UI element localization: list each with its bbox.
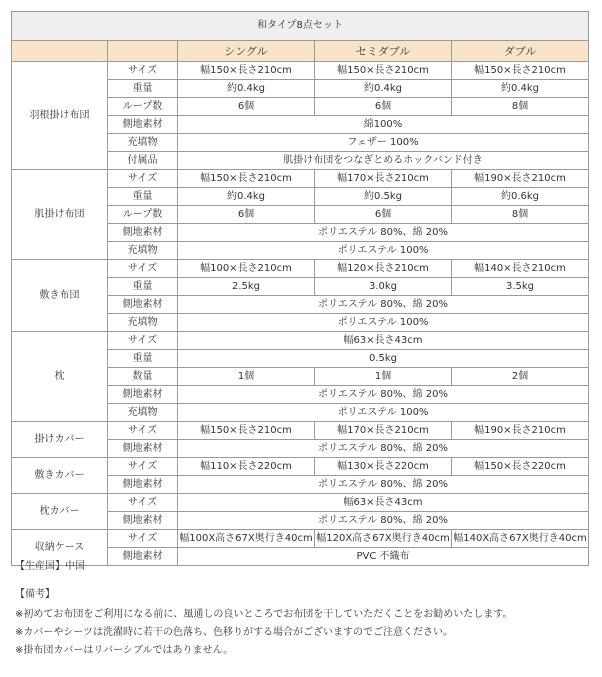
value-cell: 2.5kg	[178, 278, 315, 296]
attribute-cell: 側地素材	[108, 296, 178, 314]
attribute-cell: 側地素材	[108, 512, 178, 530]
value-cell: 約0.4kg	[178, 80, 315, 98]
attribute-cell: 側地素材	[108, 224, 178, 242]
table-row	[12, 458, 589, 476]
value-cell: 1個	[178, 368, 315, 386]
value-cell: 幅190×長さ210cm	[452, 422, 589, 440]
attribute-cell: サイズ	[108, 332, 178, 350]
header-corner-attr	[108, 41, 178, 62]
value-cell: 1個	[315, 368, 452, 386]
attribute-cell: 重量	[108, 278, 178, 296]
value-cell: 3.0kg	[315, 278, 452, 296]
value-cell-merged: ポリエステル 80%、綿 20%	[178, 224, 589, 242]
attribute-cell: サイズ	[108, 530, 178, 548]
origin-text: 【生産国】中国	[15, 561, 85, 572]
value-cell: 約0.4kg	[315, 80, 452, 98]
value-cell: 6個	[315, 206, 452, 224]
value-cell-merged: ポリエステル 100%	[178, 242, 589, 260]
table-row	[12, 332, 589, 350]
value-cell-merged: 幅63×長さ43cm	[178, 494, 589, 512]
value-cell: 幅190×長さ210cm	[452, 170, 589, 188]
header-double: ダブル	[452, 41, 589, 62]
attribute-cell: 重量	[108, 350, 178, 368]
table-row	[12, 530, 589, 548]
value-cell: 幅170×長さ210cm	[315, 422, 452, 440]
value-cell: 6個	[178, 98, 315, 116]
attribute-cell: 付属品	[108, 152, 178, 170]
value-cell: 幅100X高さ67X奥行き40cm	[178, 530, 315, 548]
value-cell: 幅150×長さ210cm	[178, 170, 315, 188]
value-cell: 幅120×長さ210cm	[315, 260, 452, 278]
table-row	[12, 422, 589, 440]
category-cell: 羽根掛け布団	[12, 62, 108, 170]
attribute-cell: サイズ	[108, 494, 178, 512]
category-cell: 枕	[12, 332, 108, 422]
header-single: シングル	[178, 41, 315, 62]
attribute-cell: 充填物	[108, 134, 178, 152]
value-cell: 幅100×長さ210cm	[178, 260, 315, 278]
value-cell-merged: ポリエステル 80%、綿 20%	[178, 386, 589, 404]
value-cell: 幅110×長さ220cm	[178, 458, 315, 476]
table-row	[12, 62, 589, 80]
attribute-cell: 重量	[108, 80, 178, 98]
attribute-cell: サイズ	[108, 62, 178, 80]
value-cell-merged: 0.5kg	[178, 350, 589, 368]
category-cell: 掛けカバー	[12, 422, 108, 458]
table-row	[12, 260, 589, 278]
attribute-cell: 側地素材	[108, 476, 178, 494]
value-cell-merged: ポリエステル 80%、綿 20%	[178, 476, 589, 494]
attribute-cell: 側地素材	[108, 548, 178, 566]
value-cell-merged: 幅63×長さ43cm	[178, 332, 589, 350]
value-cell-merged: PVC 不織布	[178, 548, 589, 566]
category-cell: 肌掛け布団	[12, 170, 108, 260]
value-cell: 6個	[178, 206, 315, 224]
attribute-cell: サイズ	[108, 458, 178, 476]
header-corner	[12, 41, 108, 62]
value-cell: 6個	[315, 98, 452, 116]
value-cell: 幅130×長さ220cm	[315, 458, 452, 476]
value-cell: 8個	[452, 206, 589, 224]
value-cell: 約0.5kg	[315, 188, 452, 206]
table-row	[12, 494, 589, 512]
attribute-cell: 充填物	[108, 314, 178, 332]
attribute-cell: サイズ	[108, 170, 178, 188]
value-cell: 幅150×長さ210cm	[178, 62, 315, 80]
value-cell-merged: ポリエステル 80%、綿 20%	[178, 440, 589, 458]
attribute-cell: ループ数	[108, 98, 178, 116]
attribute-cell: サイズ	[108, 422, 178, 440]
value-cell: 幅170×長さ210cm	[315, 170, 452, 188]
value-cell: 幅140X高さ67X奥行き40cm	[452, 530, 589, 548]
note-item: ※初めてお布団をご利用になる前に、風通しの良いところでお布団を干していただくことをお勧めいたします。	[15, 609, 513, 620]
value-cell-merged: フェザー 100%	[178, 134, 589, 152]
value-cell-merged: ポリエステル 80%、綿 20%	[178, 296, 589, 314]
value-cell-merged: ポリエステル 100%	[178, 314, 589, 332]
attribute-cell: 重量	[108, 188, 178, 206]
category-cell: 敷きカバー	[12, 458, 108, 494]
note-item: ※掛布団カバーはリバーシブルではありません。	[15, 645, 234, 656]
value-cell: 約0.6kg	[452, 188, 589, 206]
attribute-cell: 側地素材	[108, 386, 178, 404]
attribute-cell: 充填物	[108, 242, 178, 260]
value-cell-merged: ポリエステル 80%、綿 20%	[178, 512, 589, 530]
attribute-cell: 数量	[108, 368, 178, 386]
attribute-cell: 側地素材	[108, 440, 178, 458]
value-cell-merged: 肌掛け布団をつなぎとめるホックバンド付き	[178, 152, 589, 170]
category-cell: 敷き布団	[12, 260, 108, 332]
table-row	[12, 170, 589, 188]
value-cell: 8個	[452, 98, 589, 116]
attribute-cell: サイズ	[108, 260, 178, 278]
value-cell: 約0.4kg	[178, 188, 315, 206]
value-cell: 幅150×長さ220cm	[452, 458, 589, 476]
value-cell-merged: 綿100%	[178, 116, 589, 134]
attribute-cell: 側地素材	[108, 116, 178, 134]
attribute-cell: ループ数	[108, 206, 178, 224]
value-cell-merged: ポリエステル 100%	[178, 404, 589, 422]
category-cell: 収納ケース	[12, 530, 108, 566]
value-cell: 3.5kg	[452, 278, 589, 296]
table-title: 和タイプ8点セット	[12, 12, 589, 41]
value-cell: 幅150×長さ210cm	[315, 62, 452, 80]
spec-table	[11, 11, 589, 566]
notes-heading: 【備考】	[15, 589, 55, 600]
category-cell: 枕カバー	[12, 494, 108, 530]
value-cell: 幅150×長さ210cm	[178, 422, 315, 440]
value-cell: 幅120X高さ67X奥行き40cm	[315, 530, 452, 548]
attribute-cell: 充填物	[108, 404, 178, 422]
title-row	[12, 12, 589, 41]
value-cell: 2個	[452, 368, 589, 386]
note-item: ※カバーやシーツは洗濯時に若干の色落ち、色移りがする場合がございますのでご注意ください。	[15, 627, 453, 638]
header-semi-double: セミダブル	[315, 41, 452, 62]
value-cell: 幅150×長さ210cm	[452, 62, 589, 80]
value-cell: 幅140×長さ210cm	[452, 260, 589, 278]
header-row	[12, 41, 589, 62]
value-cell: 約0.4kg	[452, 80, 589, 98]
